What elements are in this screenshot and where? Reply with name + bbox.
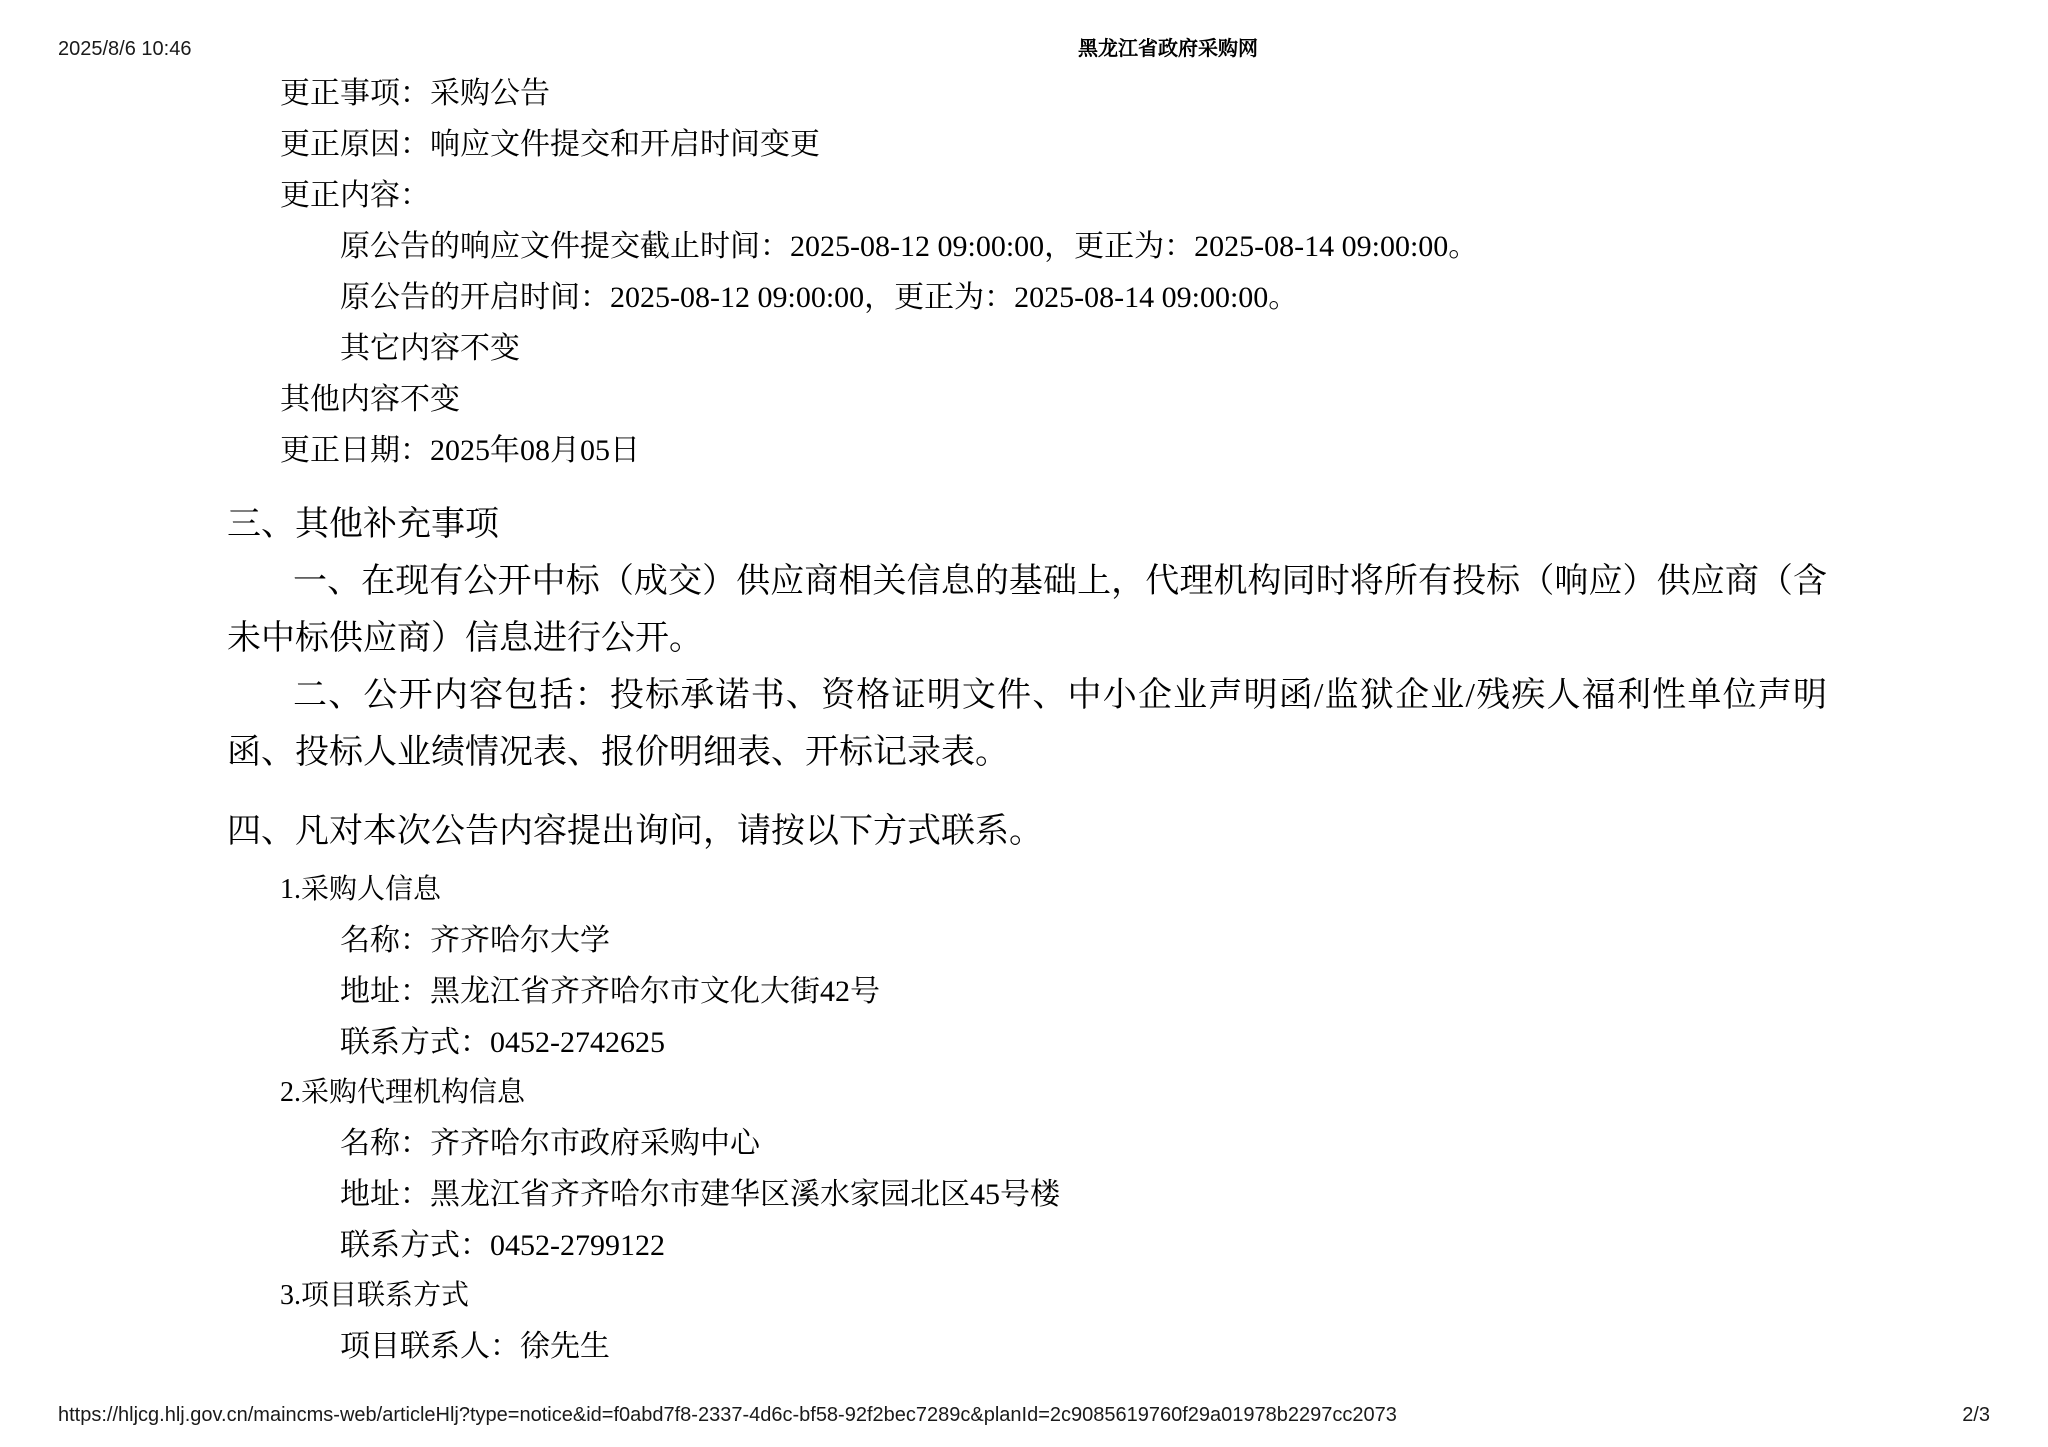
print-datetime: 2025/8/6 10:46: [58, 38, 192, 60]
correction-date-line: 更正日期：2025年08月05日: [280, 434, 640, 467]
contact-group-agency: [227, 1068, 1827, 1271]
contact-group-label: 3.项目联系方式: [280, 1280, 470, 1311]
document-body: [227, 68, 1827, 1372]
correction-other-note: 其他内容不变: [280, 383, 460, 416]
contact-detail-line: 名称：齐齐哈尔大学: [340, 924, 610, 957]
contact-group-label: 2.采购代理机构信息: [280, 1077, 526, 1108]
site-title: 黑龙江省政府采购网: [1078, 38, 1258, 60]
correction-detail-line: 原公告的开启时间：2025-08-12 09:00:00，更正为：2025-08-14 09:00:00。: [340, 281, 1299, 314]
supplement-paragraph: 一、在现有公开中标（成交）供应商相关信息的基础上，代理机构同时将所有投标（响应）供应商（含未中标供应商）信息进行公开。: [227, 563, 1827, 657]
footer-url: https://hljcg.hlj.gov.cn/maincms-web/articleHlj?type=notice&id=f0abd7f8-2337-4d6c-bf58-92f2bec7289c&planId=2c9085619760f29a01978b2297cc2073: [58, 1404, 1397, 1426]
contact-group-project: [227, 1271, 1827, 1372]
contact-group-purchaser: [227, 865, 1827, 1068]
correction-content-label: 更正内容：: [280, 179, 430, 212]
supplement-paragraph: 二、公开内容包括：投标承诺书、资格证明文件、中小企业声明函/监狱企业/残疾人福利性单位声明函、投标人业绩情况表、报价明细表、开标记录表。: [227, 677, 1827, 771]
print-footer: [58, 1402, 1990, 1428]
contact-detail-line: 地址：黑龙江省齐齐哈尔市文化大街42号: [340, 975, 880, 1008]
correction-reason-line: 更正原因：响应文件提交和开启时间变更: [280, 128, 820, 161]
page-indicator: 2/3: [1962, 1404, 1990, 1426]
contact-group-label: 1.采购人信息: [280, 874, 442, 905]
contact-detail-line: 项目联系人：徐先生: [340, 1330, 610, 1363]
contact-detail-line: 联系方式：0452-2742625: [340, 1026, 665, 1059]
contact-list: [227, 865, 1827, 1372]
correction-detail-line: 原公告的响应文件提交截止时间：2025-08-12 09:00:00，更正为：2025-08-14 09:00:00。: [340, 230, 1479, 263]
print-header: [58, 36, 1990, 62]
contact-detail-line: 名称：齐齐哈尔市政府采购中心: [340, 1127, 760, 1160]
contact-detail-line: 地址：黑龙江省齐齐哈尔市建华区溪水家园北区45号楼: [340, 1178, 1060, 1211]
section-heading-inquiry: 四、凡对本次公告内容提出询问，请按以下方式联系。: [227, 813, 1043, 850]
correction-detail-line: 其它内容不变: [340, 332, 520, 365]
contact-detail-line: 联系方式：0452-2799122: [340, 1229, 665, 1262]
section-heading-supplement: 三、其他补充事项: [227, 506, 499, 543]
correction-item-line: 更正事项：采购公告: [280, 77, 550, 110]
